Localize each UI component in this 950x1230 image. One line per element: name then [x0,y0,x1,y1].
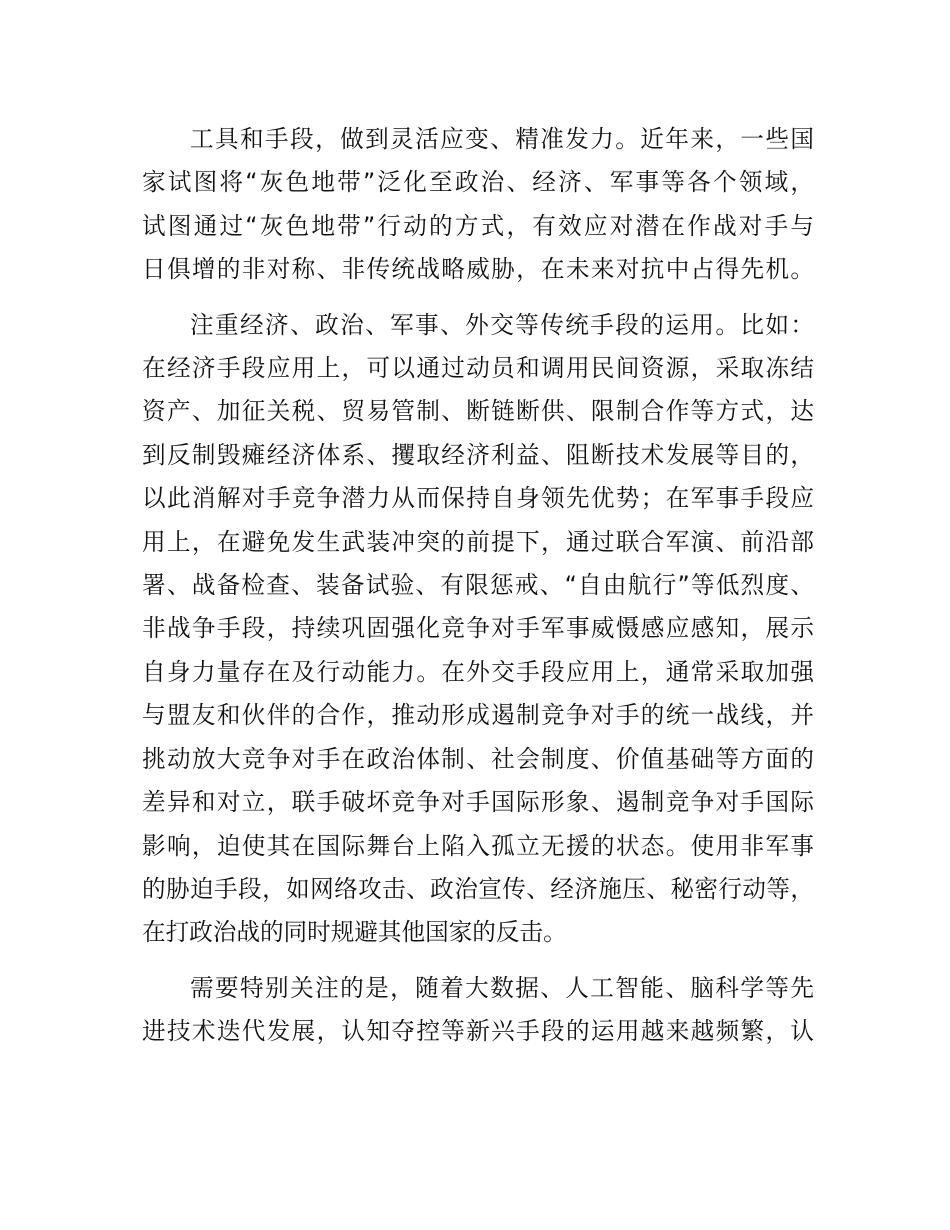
document-page [142,118,814,1054]
text-line: 自身力量存在及行动能力。在外交手段应用上，通常采取加强 [142,657,814,686]
text-line: 注重经济、政治、军事、外交等传统手段的运用。比如： [190,310,814,339]
text-line: 以此消解对手竞争潜力从而保持自身领先优势；在军事手段应 [142,484,814,513]
text-line: 差异和对立，联手破坏竞争对手国际形象、遏制竞争对手国际 [142,788,814,817]
text-line: 与盟友和伙伴的合作，推动形成遏制竞争对手的统一战线，并 [142,701,814,730]
text-line: 工具和手段，做到灵活应变、精准发力。近年来，一些国 [190,125,814,153]
text-line: 进技术迭代发展，认知夺控等新兴手段的运用越来越频繁，认 [142,1017,814,1046]
text-line: 试图通过“灰色地带”行动的方式，有效应对潜在作战对手与 [142,211,814,240]
text-line: 资产、加征关税、贸易管制、断链断供、限制合作等方式，达 [142,397,814,426]
text-line: 到反制毁瘫经济体系、攫取经济利益、阻断技术发展等目的， [142,440,814,469]
text-line: 用上，在避免发生武装冲突的前提下，通过联合军演、前沿部 [142,527,814,556]
text-line: 署、战备检查、装备试验、有限惩戒、“自由航行”等低烈度、 [142,571,814,600]
paragraph-1 [142,118,814,292]
text-line: 在打政治战的同时规避其他国家的反击。 [142,918,567,947]
text-line: 非战争手段，持续巩固强化竞争对手军事威慑感应感知，展示 [142,614,814,643]
text-line: 需要特别关注的是，随着大数据、人工智能、脑科学等先 [190,973,814,1002]
text-line: 在经济手段应用上，可以通过动员和调用民间资源，采取冻结 [142,354,814,383]
text-line: 挑动放大竞争对手在政治体制、社会制度、价值基础等方面的 [142,744,814,773]
text-line: 日俱增的非对称、非传统战略威胁，在未来对抗中占得先机。 [142,255,814,284]
text-line: 家试图将“灰色地带”泛化至政治、经济、军事等各个领域， [142,168,814,197]
text-line: 影响，迫使其在国际舞台上陷入孤立无援的状态。使用非军事 [142,831,814,860]
text-line: 的胁迫手段，如网络攻击、政治宣传、经济施压、秘密行动等， [142,874,814,903]
paragraph-3 [142,967,814,1054]
paragraph-2 [142,304,814,955]
